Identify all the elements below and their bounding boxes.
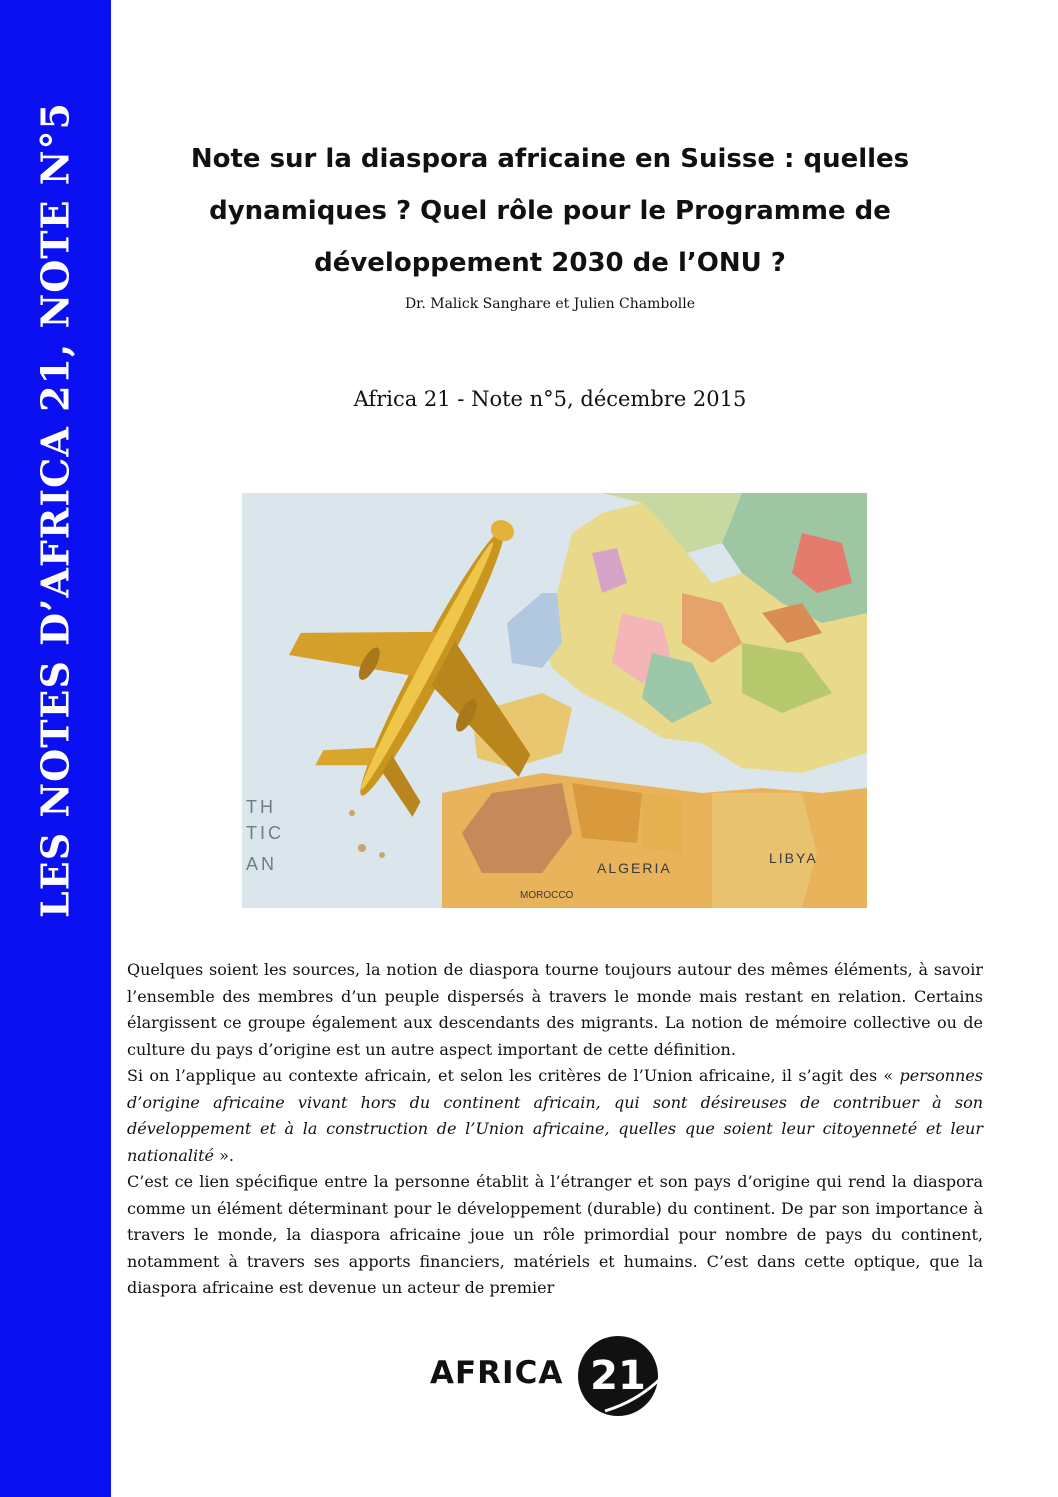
- logo-number: 21: [590, 1353, 646, 1399]
- africa21-logo: [430, 1336, 690, 1416]
- document-title: [120, 133, 980, 289]
- paragraph-diaspora-role: C’est ce lien spécifique entre la personne établit à l’étranger et son pays d’origine qui rend la diaspora comme un élément déterminant pour le développement (durable) du continent. De par son importance à travers le monde, la diaspora africaine joue un rôle primordial pour nombre de pays du continent, notamment à travers ses apports financiers, matériels et humains. C’est dans cette optique, que la diaspora africaine est devenue un acteur de premier: [127, 1172, 983, 1297]
- authors: Dr. Malick Sanghare et Julien Chambolle: [404, 296, 696, 312]
- map-label-atlantic-3: AN: [246, 854, 278, 874]
- map-label-algeria: ALGERIA: [597, 860, 672, 876]
- cover-image-map-with-airplane: [242, 493, 867, 908]
- sidebar-series-label: LES NOTES D’AFRICA 21, NOTE N°5: [32, 102, 78, 918]
- map-label-atlantic-2: TIC: [246, 823, 284, 843]
- map-label-morocco: MOROCCO: [520, 890, 574, 901]
- title-line-3: développement 2030 de l’ONU ?: [314, 248, 786, 278]
- logo-swoosh-icon: [600, 1346, 690, 1416]
- logo-wordmark: AFRICA: [430, 1355, 564, 1391]
- title-line-2: dynamiques ? Quel rôle pour le Programme de: [209, 196, 891, 226]
- paragraph-au-intro: Si on l’applique au contexte africain, et selon les critères de l’Union africaine, il s’agit des «: [127, 1066, 894, 1085]
- title-line-1: Note sur la diaspora africaine en Suisse : quelles: [190, 144, 910, 174]
- note-reference: Africa 21 - Note n°5, décembre 2015: [353, 387, 747, 411]
- paragraph-definition: Quelques soient les sources, la notion de diaspora tourne toujours autour des mêmes éléments, à savoir l’ensemble des membres d’un peuple dispersés à travers le monde mais restant en relation. Certains élargissent ce groupe également aux descendants des migrants. La notion de mémoire collective ou de culture du pays d’origine est un autre aspect important de cette définition.: [127, 960, 983, 1059]
- au-definition-quote: personnes d’origine africaine vivant hors du continent africain, qui sont désireuses de contribuer à son développement et à la construction de l’Union africaine, quelles que soient leur citoyenneté et leur nationalité: [127, 1066, 984, 1165]
- map-illustration: [242, 493, 867, 908]
- map-label-atlantic-1: TH: [246, 797, 276, 817]
- paragraph-au-end: ».: [214, 1145, 234, 1165]
- body-text: [127, 957, 983, 1302]
- map-label-libya: LIBYA: [769, 850, 818, 866]
- paragraph-african-union: [127, 1063, 983, 1169]
